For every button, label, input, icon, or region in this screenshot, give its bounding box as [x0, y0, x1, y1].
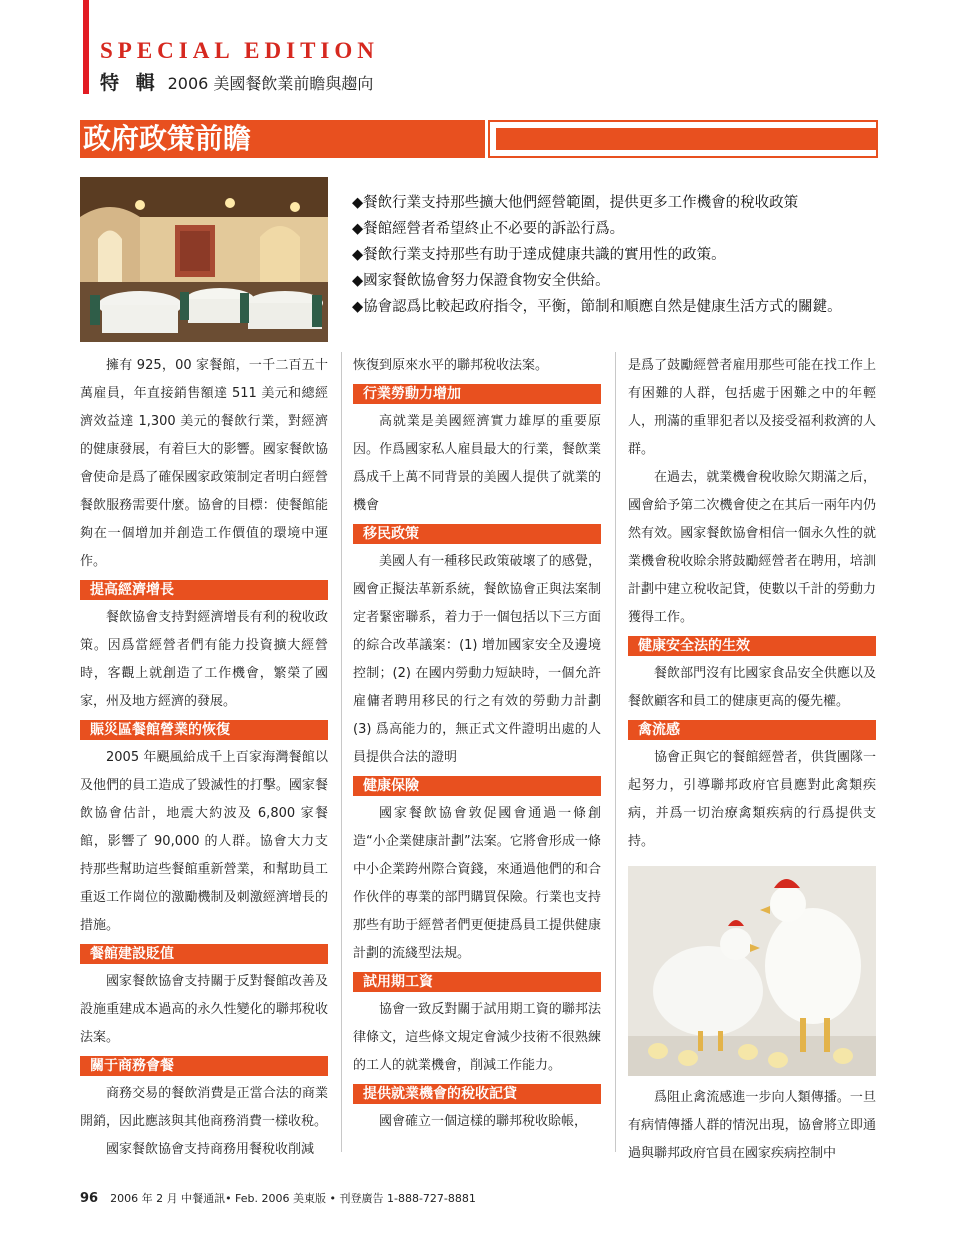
body-paragraph: 擁有 925，00 家餐館，一千二百五十萬雇員，年直接銷售額達 511 美元和總經濟效益達 1,300 美元的餐飲行業，對經濟的健康發展，有着巨大的影響。國家餐飲協會使命是爲了確保國家政策制定者明白經營餐飲服務需要什麼。協會的目標：使餐館能夠在一個增加并創造工作價值的環境中運作。 [80, 358, 328, 569]
subheading: 行業勞動力增加 [353, 384, 601, 404]
feature-label: 特 輯 [100, 72, 160, 94]
special-edition-label: SPECIAL EDITION [100, 38, 379, 63]
key-points-list [352, 190, 892, 320]
subheading: 餐館建設貶值 [80, 944, 328, 964]
article-column-1 [80, 352, 328, 1164]
subheading: 提供就業機會的稅收記貸 [353, 1084, 601, 1104]
subheading: 禽流感 [628, 720, 876, 740]
article-column-2 [353, 352, 601, 1136]
key-point: ◆協會認爲比較起政府指令，平衡，節制和順應自然是健康生活方式的關鍵。 [352, 299, 842, 315]
subheading: 健康安全法的生效 [628, 636, 876, 656]
body-paragraph: 餐飲協會支持對經濟增長有利的稅收政策。因爲當經營者們有能力投資擴大經營時，客觀上就創造了工作機會，繁榮了國家，州及地方經濟的發展。 [80, 610, 328, 709]
column-divider [341, 352, 342, 1152]
subheading: 提高經濟增長 [80, 580, 328, 600]
subheading: 關于商務會餐 [80, 1056, 328, 1076]
body-paragraph: 美國人有一種移民政策破壞了的感覺，國會正擬法革新系統，餐飲協會正與法案制定者緊密聯系，着力于一個包括以下三方面的綜合改革議案：(1) 增加國家安全及邊境控制；(2) 在國内勞動力短缺時，一個允許雇傭者聘用移民的行之有效的勞動力計劃 (3) 爲高能力的，無正式文件證明出處的人員提供合法的證明 [353, 554, 601, 765]
body-paragraph: 商務交易的餐飲消費是正當合法的商業開銷，因此應該與其他商務消費一樣收稅。 [80, 1086, 328, 1129]
body-paragraph: 是爲了鼓勵經營者雇用那些可能在找工作上有困難的人群，包括處于困難之中的年輕人，刑滿的重罪犯者以及接受福利救濟的人群。 [628, 358, 876, 457]
article-column-3 [628, 352, 876, 1168]
chicken-photo [628, 866, 876, 1076]
restaurant-photo [80, 177, 328, 342]
key-point: ◆國家餐飲協會努力保證食物安全供給。 [352, 273, 610, 289]
key-point: ◆餐飲行業支持那些有助于達成健康共識的實用性的政策。 [352, 247, 726, 263]
body-paragraph: 餐飲部門沒有比國家食品安全供應以及餐飲顧客和員工的健康更高的優先權。 [628, 666, 876, 709]
subheading: 試用期工資 [353, 972, 601, 992]
section-title-decoration [488, 120, 878, 158]
page-number: 96 [80, 1191, 99, 1206]
section-title: 政府政策前瞻 [80, 120, 485, 158]
body-paragraph: 協會正與它的餐館經營者，供貨團隊一起努力，引導聯邦政府官員應對此禽類疾病，并爲一切治療禽類疾病的行爲提供支持。 [628, 750, 876, 849]
footer-text: 2006 年 2 月 中餐通訊• Feb. 2006 美東版 • 刊登廣告 1-888-727-8881 [110, 1192, 476, 1205]
column-divider [615, 352, 616, 1152]
body-paragraph: 國家餐飲協會敦促國會通過一條創造“小企業健康計劃”法案。它將會形成一條中小企業跨州際合資錢，來通過他們的和合作伙伴的專業的部門購買保險。行業也支持那些有助于經營者們更便捷爲員工提供健康計劃的流綫型法規。 [353, 806, 601, 961]
feature-subtitle [100, 68, 373, 95]
key-point: ◆餐館經營者希望終止不必要的訴訟行爲。 [352, 221, 625, 237]
body-paragraph: 國家餐飲協會支持商務用餐稅收削減 [106, 1142, 315, 1157]
subheading: 健康保險 [353, 776, 601, 796]
body-paragraph: 國家餐飲協會支持關于反對餐館改善及設施重建成本過高的永久性變化的聯邦稅收法案。 [80, 974, 328, 1045]
subheading: 移民政策 [353, 524, 601, 544]
body-paragraph: 爲阻止禽流感進一步向人類傳播。一旦有病情傳播人群的情況出現，協會將立即通過與聯邦政府官員在國家疾病控制中 [628, 1090, 876, 1161]
key-point: ◆餐飲行業支持那些擴大他們經營範圍，提供更多工作機會的稅收政策 [352, 195, 799, 211]
body-paragraph: 協會一致反對關于試用期工資的聯邦法律條文，這些條文規定會減少技術不很熟練的工人的就業機會，削減工作能力。 [353, 1002, 601, 1073]
feature-title: 2006 美國餐飲業前瞻與趨向 [167, 74, 374, 93]
body-paragraph: 在過去，就業機會稅收賒欠期滿之后，國會給予第二次機會使之在其后一兩年内仍然有效。國家餐飲協會相信一個永久性的就業機會稅收賒余將鼓勵經營者在聘用，培訓計劃中建立稅收記貸，使數以千計的勞動力獲得工作。 [628, 470, 876, 625]
body-paragraph: 恢復到原來水平的聯邦稅收法案。 [353, 358, 549, 373]
subheading: 賑災區餐館營業的恢復 [80, 720, 328, 740]
header-accent-bar [83, 0, 89, 94]
body-paragraph: 高就業是美國經濟實力雄厚的重要原因。作爲國家私人雇員最大的行業，餐飲業爲成千上萬不同背景的美國人提供了就業的機會 [353, 414, 601, 513]
body-paragraph: 國會確立一個這樣的聯邦稅收賒帳， [379, 1114, 588, 1129]
body-paragraph: 2005 年颶風給成千上百家海灣餐館以及他們的員工造成了毀滅性的打擊。國家餐飲協會估計，地震大約波及 6,800 家餐館，影響了 90,000 的人群。協會大力支持那些幫助這些餐館重新營業，和幫助員工重返工作崗位的激勵機制及刺激經濟增長的措施。 [80, 750, 328, 933]
page-footer [80, 1190, 476, 1206]
